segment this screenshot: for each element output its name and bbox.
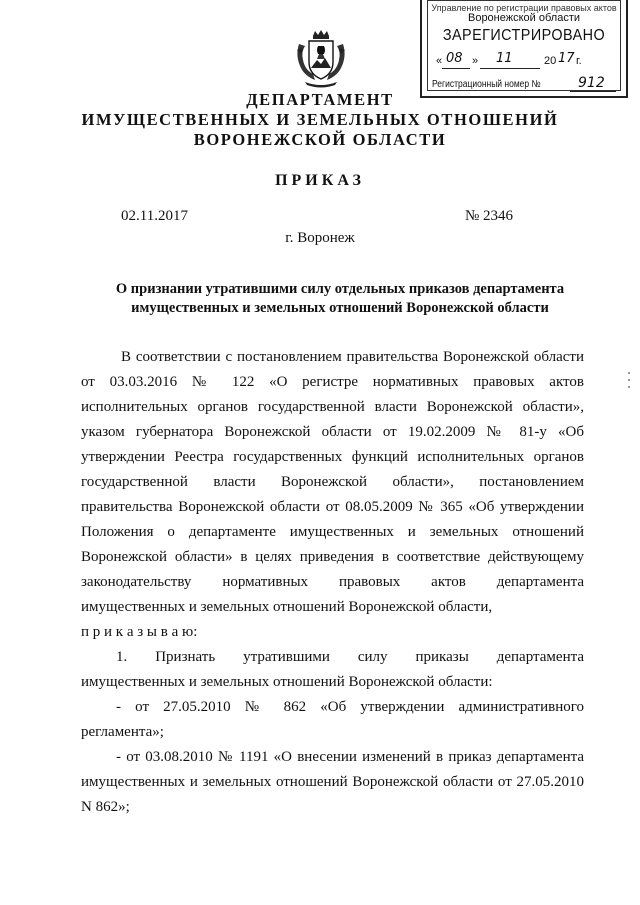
body-line: от 03.03.2016 № 122 «О регистре нормативных правовых актов bbox=[81, 374, 584, 390]
body-line: Положения о департаменте имущественных и земельных отношений bbox=[81, 524, 584, 540]
order-verb: п р и к а з ы в а ю: bbox=[81, 624, 198, 640]
body-line: исполнительных органов государственной власти Воронежской области», bbox=[81, 399, 584, 415]
document-city: г. Воронеж bbox=[285, 230, 355, 246]
body-line: утверждении Реестра государственных функций исполнительных органов bbox=[81, 449, 584, 465]
body-line: указом губернатора Воронежской области от 19.02.2009 № 81-у «Об bbox=[81, 424, 584, 440]
scan-marks bbox=[627, 372, 631, 394]
stamp-inner-frame bbox=[427, 0, 621, 91]
stamp-date-month: 11 bbox=[496, 51, 513, 66]
subject-line-1: О признании утратившими силу отдельных приказов департамента bbox=[115, 281, 565, 297]
stamp-status: ЗАРЕГИСТРИРОВАНО bbox=[442, 27, 606, 44]
list-item: - от 27.05.2010 № 862 «Об утверждении административного bbox=[116, 699, 584, 715]
stamp-registration-row bbox=[432, 75, 616, 91]
body-line: N 862»; bbox=[81, 799, 130, 815]
stamp-region: Воронежской области bbox=[467, 12, 580, 24]
stamp-date-day: 08 bbox=[446, 51, 463, 66]
stamp-top-line: Управление по регистрации правовых актов bbox=[431, 3, 617, 13]
header-line-2: ИМУЩЕСТВЕННЫХ И ЗЕМЕЛЬНЫХ ОТНОШЕНИЙ bbox=[81, 110, 559, 129]
stamp-date-year-suffix: г. bbox=[576, 55, 582, 67]
body-line: имущественных и земельных отношений Воронежской области, bbox=[81, 599, 493, 615]
document-type-title: ПРИКАЗ bbox=[275, 172, 365, 189]
body-line: В соответствии с постановлением правительства Воронежской области bbox=[121, 349, 584, 365]
stamp-date-quote-open: « bbox=[436, 55, 443, 67]
body-line: имущественных и земельных отношений Воронежской области: bbox=[81, 674, 493, 690]
list-item: - от 03.08.2010 № 1191 «О внесении изменений в приказ департамента bbox=[116, 749, 584, 765]
stamp-date-quote-close: » bbox=[472, 55, 479, 67]
document-date: 02.11.2017 bbox=[121, 208, 188, 224]
stamp-reg-number: 912 bbox=[578, 75, 605, 91]
body-line: регламента»; bbox=[81, 724, 164, 740]
document-number: № 2346 bbox=[465, 208, 514, 224]
registration-stamp bbox=[420, 0, 628, 98]
body-line: 1. Признать утратившими силу приказы департамента bbox=[116, 649, 584, 665]
body-line: государственной власти Воронежской области», постановлением bbox=[81, 474, 584, 490]
body-line: правительства Воронежской области от 08.05.2009 № 365 «Об утверждении bbox=[81, 499, 584, 515]
stamp-date-year: 17 bbox=[558, 51, 575, 66]
subject-line-2: имущественных и земельных отношений Воронежской области bbox=[131, 300, 549, 316]
body-line: имущественных и земельных отношений Воронежской области от 27.05.2010 bbox=[81, 774, 584, 790]
body-line: законодательству нормативных правовых актов департамента bbox=[81, 574, 584, 590]
stamp-reg-label: Регистрационный номер № bbox=[432, 79, 541, 90]
body-line: Воронежской области» в целях приведения в соответствие действующему bbox=[81, 549, 584, 565]
header-line-3: ВОРОНЕЖСКОЙ ОБЛАСТИ bbox=[193, 130, 447, 149]
coat-of-arms-icon bbox=[293, 30, 349, 88]
header-line-1: ДЕПАРТАМЕНТ bbox=[246, 90, 394, 109]
stamp-date bbox=[436, 51, 612, 71]
stamp-date-year-prefix: 20 bbox=[544, 55, 557, 67]
